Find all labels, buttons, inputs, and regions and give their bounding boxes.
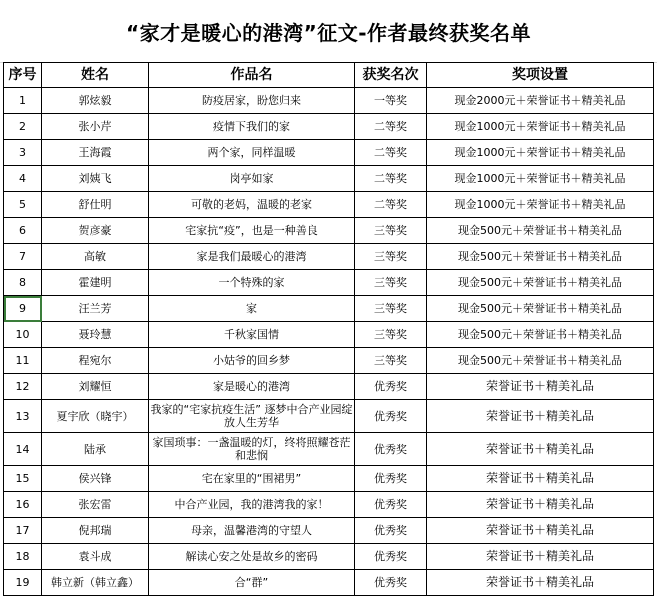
table-row xyxy=(4,400,654,433)
cell-work[interactable]: 小姑爷的回乡梦 xyxy=(149,348,355,374)
table-row xyxy=(4,348,654,374)
cell-rank[interactable]: 优秀奖 xyxy=(355,400,427,433)
cell-no[interactable]: 9 xyxy=(4,296,42,322)
cell-name[interactable]: 霍建明 xyxy=(42,270,149,296)
cell-rank[interactable]: 三等奖 xyxy=(355,218,427,244)
cell-rank[interactable]: 优秀奖 xyxy=(355,466,427,492)
cell-prize[interactable]: 现金500元＋荣誉证书＋精美礼品 xyxy=(427,244,654,270)
cell-no[interactable]: 18 xyxy=(4,544,42,570)
cell-work[interactable]: 我家的“宅家抗疫生活” 逐梦中合产业园绽放人生芳华 xyxy=(149,400,355,433)
cell-no[interactable]: 10 xyxy=(4,322,42,348)
cell-prize[interactable]: 现金1000元＋荣誉证书＋精美礼品 xyxy=(427,140,654,166)
cell-no[interactable]: 2 xyxy=(4,114,42,140)
cell-no[interactable]: 5 xyxy=(4,192,42,218)
table-row xyxy=(4,244,654,270)
cell-name[interactable]: 程宛尔 xyxy=(42,348,149,374)
cell-no[interactable]: 4 xyxy=(4,166,42,192)
cell-name[interactable]: 张小芹 xyxy=(42,114,149,140)
cell-prize[interactable]: 现金500元＋荣誉证书＋精美礼品 xyxy=(427,296,654,322)
cell-work[interactable]: 可敬的老妈，温暖的老家 xyxy=(149,192,355,218)
cell-work[interactable]: 两个家，同样温暖 xyxy=(149,140,355,166)
cell-work[interactable]: 合“群” xyxy=(149,570,355,596)
cell-work[interactable]: 岗亭如家 xyxy=(149,166,355,192)
cell-name[interactable]: 倪邦瑞 xyxy=(42,518,149,544)
cell-prize[interactable]: 现金1000元＋荣誉证书＋精美礼品 xyxy=(427,166,654,192)
cell-no[interactable]: 7 xyxy=(4,244,42,270)
cell-no[interactable]: 6 xyxy=(4,218,42,244)
cell-name[interactable]: 郭炫毅 xyxy=(42,88,149,114)
cell-prize[interactable]: 荣誉证书＋精美礼品 xyxy=(427,466,654,492)
table-row xyxy=(4,296,654,322)
cell-no[interactable]: 1 xyxy=(4,88,42,114)
table-row xyxy=(4,433,654,466)
cell-no[interactable]: 19 xyxy=(4,570,42,596)
cell-work[interactable]: 防疫居家，盼您归来 xyxy=(149,88,355,114)
cell-prize[interactable]: 现金1000元＋荣誉证书＋精美礼品 xyxy=(427,114,654,140)
cell-name[interactable]: 王海霞 xyxy=(42,140,149,166)
table-row xyxy=(4,270,654,296)
header-name[interactable]: 姓名 xyxy=(42,63,149,88)
cell-work[interactable]: 家国琐事：一盏温暖的灯，终将照耀苍茫和悲悯 xyxy=(149,433,355,466)
cell-name[interactable]: 韩立新（韩立鑫） xyxy=(42,570,149,596)
cell-prize[interactable]: 现金2000元＋荣誉证书＋精美礼品 xyxy=(427,88,654,114)
cell-prize[interactable]: 现金500元＋荣誉证书＋精美礼品 xyxy=(427,270,654,296)
cell-no[interactable]: 3 xyxy=(4,140,42,166)
cell-no[interactable]: 17 xyxy=(4,518,42,544)
cell-prize[interactable]: 现金500元＋荣誉证书＋精美礼品 xyxy=(427,322,654,348)
cell-rank[interactable]: 二等奖 xyxy=(355,140,427,166)
cell-work[interactable]: 宅在家里的“围裙男” xyxy=(149,466,355,492)
cell-name[interactable]: 舒仕明 xyxy=(42,192,149,218)
cell-rank[interactable]: 三等奖 xyxy=(355,348,427,374)
cell-name[interactable]: 刘姨飞 xyxy=(42,166,149,192)
header-no[interactable]: 序号 xyxy=(4,63,42,88)
table-row xyxy=(4,492,654,518)
cell-name[interactable]: 陆承 xyxy=(42,433,149,466)
cell-rank[interactable]: 三等奖 xyxy=(355,244,427,270)
cell-work[interactable]: 疫情下我们的家 xyxy=(149,114,355,140)
table-row xyxy=(4,570,654,596)
table-row xyxy=(4,544,654,570)
cell-prize[interactable]: 荣誉证书＋精美礼品 xyxy=(427,433,654,466)
sheet-title[interactable]: “家才是暖心的港湾”征文-作者最终获奖名单 xyxy=(0,0,657,63)
cell-work[interactable]: 千秋家国情 xyxy=(149,322,355,348)
cell-name[interactable]: 汪兰芳 xyxy=(42,296,149,322)
header-rank[interactable]: 获奖名次 xyxy=(355,63,427,88)
cell-no[interactable]: 13 xyxy=(4,400,42,433)
cell-rank[interactable]: 二等奖 xyxy=(355,166,427,192)
cell-prize[interactable]: 荣誉证书＋精美礼品 xyxy=(427,400,654,433)
cell-prize[interactable]: 荣誉证书＋精美礼品 xyxy=(427,492,654,518)
header-row xyxy=(4,63,654,88)
table-row xyxy=(4,466,654,492)
cell-no[interactable]: 8 xyxy=(4,270,42,296)
cell-work[interactable]: 一个特殊的家 xyxy=(149,270,355,296)
cell-no[interactable]: 16 xyxy=(4,492,42,518)
cell-name[interactable]: 高敏 xyxy=(42,244,149,270)
cell-no[interactable]: 11 xyxy=(4,348,42,374)
cell-rank[interactable]: 二等奖 xyxy=(355,114,427,140)
cell-rank[interactable]: 优秀奖 xyxy=(355,544,427,570)
cell-prize[interactable]: 现金500元＋荣誉证书＋精美礼品 xyxy=(427,218,654,244)
table-row xyxy=(4,140,654,166)
cell-no[interactable]: 15 xyxy=(4,466,42,492)
cell-name[interactable]: 侯兴锋 xyxy=(42,466,149,492)
header-prize[interactable]: 奖项设置 xyxy=(427,63,654,88)
cell-rank[interactable]: 一等奖 xyxy=(355,88,427,114)
table-row xyxy=(4,218,654,244)
table-row xyxy=(4,88,654,114)
cell-rank[interactable]: 优秀奖 xyxy=(355,433,427,466)
cell-name[interactable]: 夏宇欣（晓宇） xyxy=(42,400,149,433)
award-table xyxy=(3,62,654,596)
cell-rank[interactable]: 优秀奖 xyxy=(355,374,427,400)
cell-work[interactable]: 家是暖心的港湾 xyxy=(149,374,355,400)
cell-work[interactable]: 家是我们最暖心的港湾 xyxy=(149,244,355,270)
cell-no[interactable]: 12 xyxy=(4,374,42,400)
cell-rank[interactable]: 三等奖 xyxy=(355,270,427,296)
table-row xyxy=(4,166,654,192)
cell-name[interactable]: 贺彦豪 xyxy=(42,218,149,244)
cell-name[interactable]: 聂玲慧 xyxy=(42,322,149,348)
cell-prize[interactable]: 现金1000元＋荣誉证书＋精美礼品 xyxy=(427,192,654,218)
cell-work[interactable]: 母亲，温馨港湾的守望人 xyxy=(149,518,355,544)
cell-rank[interactable]: 三等奖 xyxy=(355,296,427,322)
cell-prize[interactable]: 荣誉证书＋精美礼品 xyxy=(427,518,654,544)
cell-work[interactable]: 家 xyxy=(149,296,355,322)
table-row xyxy=(4,192,654,218)
cell-work[interactable]: 解读心安之处是故乡的密码 xyxy=(149,544,355,570)
cell-rank[interactable]: 二等奖 xyxy=(355,192,427,218)
cell-name[interactable]: 张宏雷 xyxy=(42,492,149,518)
cell-rank[interactable]: 三等奖 xyxy=(355,322,427,348)
cell-prize[interactable]: 现金500元＋荣誉证书＋精美礼品 xyxy=(427,348,654,374)
cell-prize[interactable]: 荣誉证书＋精美礼品 xyxy=(427,374,654,400)
table-row xyxy=(4,114,654,140)
table-row xyxy=(4,374,654,400)
cell-name[interactable]: 袁斗成 xyxy=(42,544,149,570)
table-row xyxy=(4,518,654,544)
cell-no[interactable]: 14 xyxy=(4,433,42,466)
cell-work[interactable]: 宅家抗“疫”，也是一种善良 xyxy=(149,218,355,244)
cell-prize[interactable]: 荣誉证书＋精美礼品 xyxy=(427,570,654,596)
cell-rank[interactable]: 优秀奖 xyxy=(355,492,427,518)
cell-work[interactable]: 中合产业园，我的港湾我的家！ xyxy=(149,492,355,518)
cell-rank[interactable]: 优秀奖 xyxy=(355,518,427,544)
table-row xyxy=(4,322,654,348)
cell-prize[interactable]: 荣誉证书＋精美礼品 xyxy=(427,544,654,570)
header-work[interactable]: 作品名 xyxy=(149,63,355,88)
cell-rank[interactable]: 优秀奖 xyxy=(355,570,427,596)
cell-name[interactable]: 刘耀恒 xyxy=(42,374,149,400)
